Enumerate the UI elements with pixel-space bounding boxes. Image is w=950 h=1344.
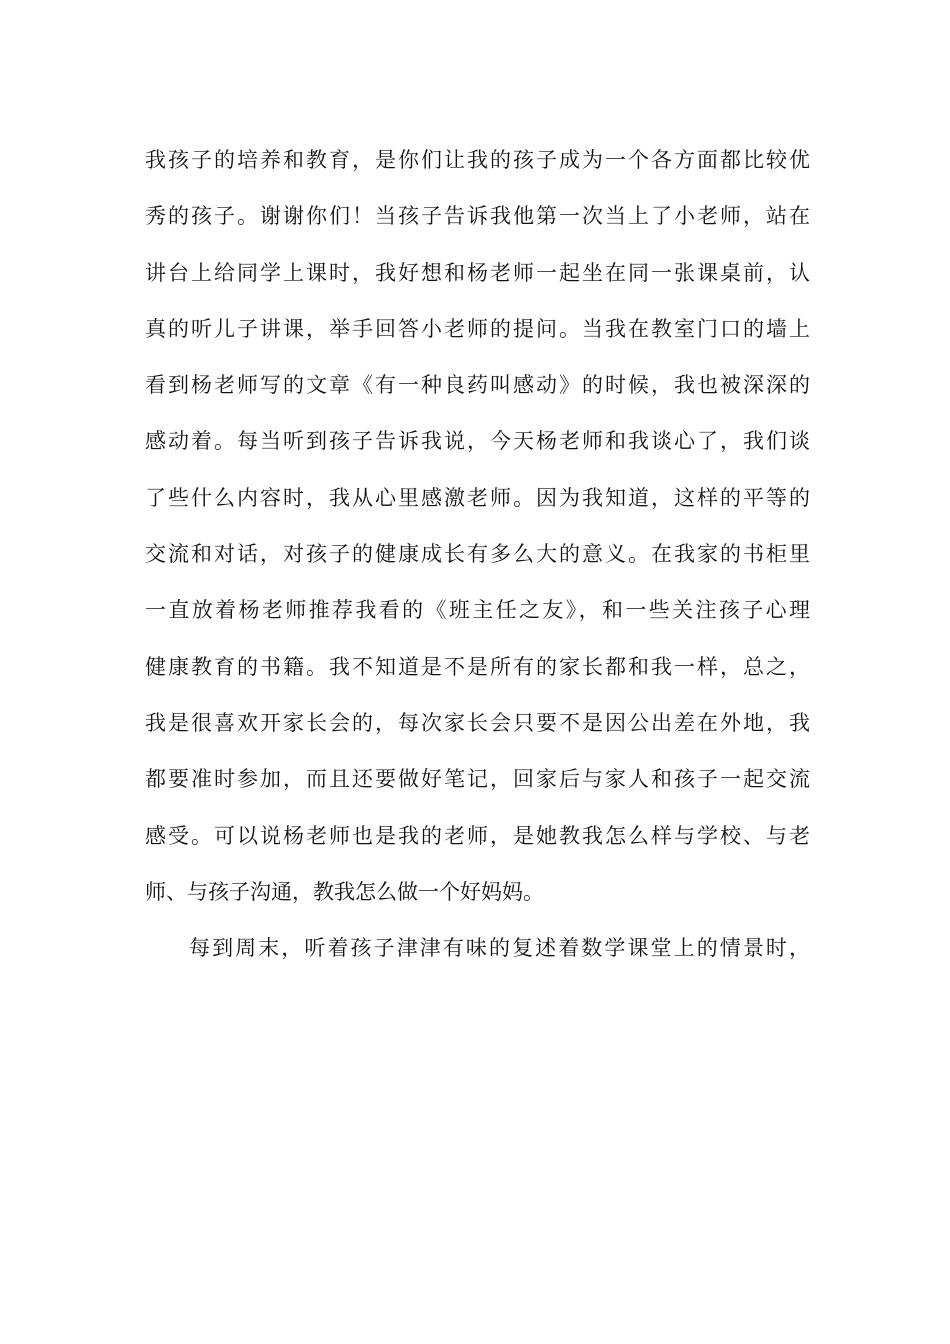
text-line-6: 感动着。每当听到孩子告诉我说，今天杨老师和我谈心了，我们谈	[145, 429, 810, 454]
text-line-3: 讲台上给同学上课时，我好想和杨老师一起坐在同一张课桌前，认	[145, 260, 810, 285]
text-line-9: 一直放着杨老师推荐我看的《班主任之友》，和一些关注孩子心理	[145, 598, 810, 623]
text-line-14: 师、与孩子沟通，教我怎么做一个好妈妈。	[145, 879, 544, 904]
text-line-2: 秀的孩子。谢谢你们！当孩子告诉我他第一次当上了小老师，站在	[145, 204, 810, 229]
text-line-15: 每到周末，听着孩子津津有味的复述着数学课堂上的情景时，	[189, 936, 810, 961]
text-line-10: 健康教育的书籍。我不知道是不是所有的家长都和我一样，总之，	[145, 654, 810, 679]
text-line-8: 交流和对话，对孩子的健康成长有多么大的意义。在我家的书柜里	[145, 542, 810, 567]
text-line-4: 真的听儿子讲课，举手回答小老师的提问。当我在教室门口的墙上	[145, 316, 810, 341]
text-line-1: 我孩子的培养和教育，是你们让我的孩子成为一个各方面都比较优	[145, 148, 810, 172]
text-line-11: 我是很喜欢开家长会的，每次家长会只要不是因公出差在外地，我	[145, 710, 810, 735]
text-line-7: 了些什么内容时，我从心里感激老师。因为我知道，这样的平等的	[145, 485, 810, 510]
text-line-5: 看到杨老师写的文章《有一种良药叫感动》的时候，我也被深深的	[145, 373, 810, 398]
text-line-12: 都要准时参加，而且还要做好笔记，回家后与家人和孩子一起交流	[145, 767, 810, 792]
body-text	[145, 132, 810, 976]
text-line-13: 感受。可以说杨老师也是我的老师，是她教我怎么样与学校、与老	[145, 823, 810, 848]
